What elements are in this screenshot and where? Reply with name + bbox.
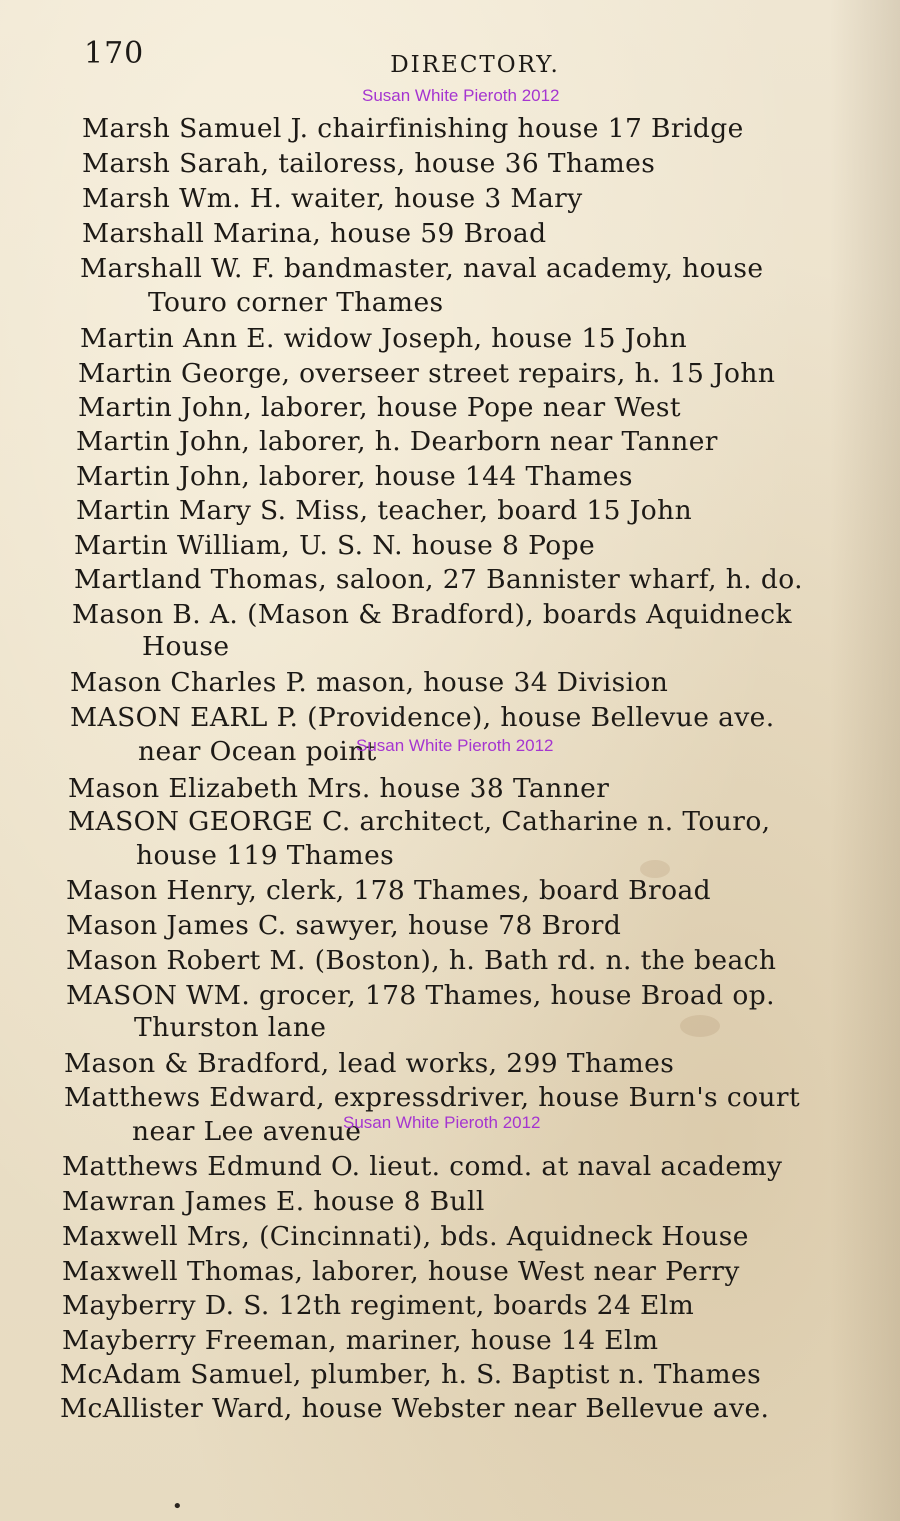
entry-line: Martin John, laborer, house 144 Thames — [76, 461, 633, 492]
entry-line: Mason Henry, clerk, 178 Thames, board Broad — [66, 875, 712, 906]
entry-line: Martin John, laborer, h. Dearborn near Tanner — [76, 426, 718, 457]
watermark: Susan White Pieroth 2012 — [362, 86, 560, 105]
entry-line: Mason B. A. (Mason & Bradford), boards Aquidneck — [72, 599, 792, 630]
entry-continuation: Thurston lane — [134, 1012, 327, 1043]
entry-line: Marshall Marina, house 59 Broad — [82, 218, 547, 249]
entry-line: Mason Elizabeth Mrs. house 38 Tanner — [68, 773, 610, 804]
entry-line: Marshall W. F. bandmaster, naval academy, house — [80, 253, 764, 284]
entry-line: Mawran James E. house 8 Bull — [62, 1186, 485, 1217]
entry-line: MASON WM. grocer, 178 Thames, house Broad op. — [66, 980, 775, 1011]
entry-line: Marsh Samuel J. chairfinishing house 17 Bridge — [82, 113, 744, 144]
watermark: Susan White Pieroth 2012 — [343, 1113, 541, 1132]
page-number: 170 — [84, 36, 145, 71]
entry-line: Mayberry D. S. 12th regiment, boards 24 Elm — [62, 1290, 695, 1321]
entry-continuation: house 119 Thames — [136, 840, 395, 871]
running-head: DIRECTORY. — [390, 52, 560, 78]
entry-line: Martin Mary S. Miss, teacher, board 15 John — [76, 495, 693, 526]
entry-line: Marsh Sarah, tailoress, house 36 Thames — [82, 148, 656, 179]
watermark: Susan White Pieroth 2012 — [356, 736, 554, 755]
entry-line: MASON GEORGE C. architect, Catharine n. Touro, — [68, 806, 771, 837]
entry-continuation: near Ocean point — [138, 736, 377, 767]
entry-line: Matthews Edmund O. lieut. comd. at naval academy — [62, 1151, 783, 1182]
entry-line: Mason & Bradford, lead works, 299 Thames — [64, 1048, 675, 1079]
entry-line: Martin Ann E. widow Joseph, house 15 John — [80, 323, 688, 354]
ink-speck: • — [172, 1496, 183, 1517]
entry-continuation: Touro corner Thames — [148, 287, 444, 318]
entry-line: McAllister Ward, house Webster near Bellevue ave. — [60, 1393, 770, 1424]
entry-continuation: near Lee avenue — [132, 1116, 362, 1147]
entry-line: Mason Robert M. (Boston), h. Bath rd. n. the beach — [66, 945, 777, 976]
entry-line: Maxwell Thomas, laborer, house West near Perry — [62, 1256, 740, 1287]
entry-line: Marsh Wm. H. waiter, house 3 Mary — [82, 183, 583, 214]
entry-line: Martin John, laborer, house Pope near West — [78, 392, 681, 423]
paper-stain — [680, 1015, 720, 1037]
entry-line: Matthews Edward, expressdriver, house Burn's court — [64, 1082, 801, 1113]
entry-line: Martland Thomas, saloon, 27 Bannister wharf, h. do. — [74, 564, 803, 595]
page-edge-shadow — [830, 0, 900, 1521]
entry-line: McAdam Samuel, plumber, h. S. Baptist n. Thames — [60, 1359, 762, 1390]
entry-line: MASON EARL P. (Providence), house Bellevue ave. — [70, 702, 775, 733]
entry-line: Martin George, overseer street repairs, h. 15 John — [78, 358, 776, 389]
entry-line: Mason James C. sawyer, house 78 Brord — [66, 910, 622, 941]
entry-line: Maxwell Mrs, (Cincinnati), bds. Aquidneck House — [62, 1221, 749, 1252]
entry-continuation: House — [142, 631, 230, 662]
entry-line: Martin William, U. S. N. house 8 Pope — [74, 530, 596, 561]
entry-line: Mayberry Freeman, mariner, house 14 Elm — [62, 1325, 659, 1356]
entry-line: Mason Charles P. mason, house 34 Division — [70, 667, 669, 698]
